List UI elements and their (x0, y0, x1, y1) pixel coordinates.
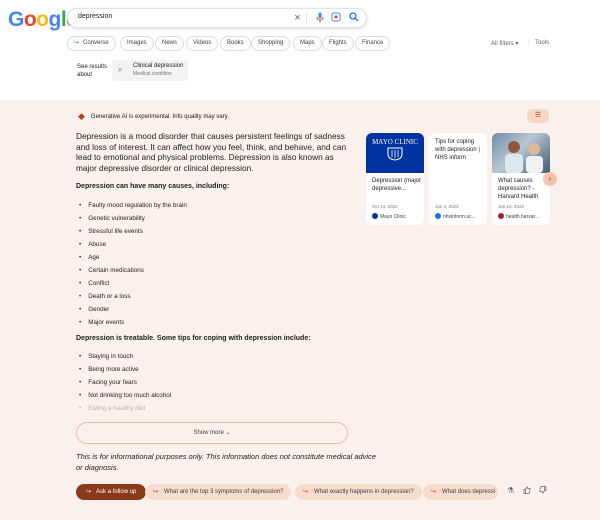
causes-heading: Depression can have many causes, including: (76, 183, 230, 190)
causes-list (79, 199, 187, 329)
search-header (0, 0, 600, 100)
card-source (498, 213, 539, 220)
card-source-name: nhsinform.sc... (443, 214, 476, 220)
logo-letter: G (8, 8, 24, 31)
search-icon: ⌕ (118, 65, 123, 74)
ai-summary-text: Depression is a mood disorder that causes persistent feelings of sadness and loss of interest. It can affect how you feel, think, and behave, and can lead to emotional and physical problems. Depression is also known as major depressive disorder or clinical depression. (76, 131, 347, 173)
search-input[interactable]: depression (78, 13, 113, 20)
all-filters-label: All filters (491, 41, 514, 47)
search-box[interactable] (67, 8, 367, 28)
logo-letter: l (60, 8, 67, 31)
list-item: • Faulty mood regulation by the brain (79, 199, 187, 212)
layout-icon: ☰ (534, 112, 542, 119)
mayo-clinic-logo-text: MAYO CLINIC (372, 138, 418, 146)
ai-notice-text: Generative AI is experimental. Info quality may vary. (90, 114, 229, 120)
card-source (435, 213, 476, 220)
ask-follow-up-label: Ask a follow up (96, 489, 137, 495)
chevron-down-icon: ▾ (515, 41, 519, 47)
card-date: Jan 10, 2022 (498, 204, 525, 209)
filters-divider: | (528, 40, 530, 46)
source-card-harvard[interactable] (492, 133, 550, 225)
layout-toggle-button[interactable] (527, 109, 549, 123)
logo-letter: g (48, 8, 61, 31)
converse-arrow-icon: ↪ (431, 489, 437, 495)
lab-flask-icon[interactable]: ⚗ (507, 486, 515, 495)
suggestion-label: What exactly happens in depression? (314, 489, 414, 495)
card-date: Jan 4, 2023 (435, 204, 459, 209)
chevron-down-icon: ⌄ (225, 430, 231, 436)
suggestion-label: What are the top 3 symptoms of depression? (164, 489, 284, 495)
suggestion-chip[interactable] (145, 484, 291, 500)
list-item: • Death or a loss (79, 290, 187, 303)
suggestion-label: What does depressi (442, 489, 496, 495)
suggestion-chip[interactable] (423, 484, 498, 500)
clear-icon[interactable]: × (294, 12, 301, 24)
microphone-icon[interactable] (313, 12, 326, 25)
source-card-mayo[interactable] (366, 133, 424, 225)
see-results-label: See results about (77, 64, 108, 78)
tips-heading: Depression is treatable. Some tips for coping with depression include: (76, 335, 311, 342)
tips-list (79, 350, 171, 415)
list-item: • Abuse (79, 238, 187, 251)
card-source (372, 213, 406, 220)
list-item: • Eating a healthy diet (79, 402, 171, 415)
entity-subtitle: Medical condition (133, 71, 172, 77)
chevron-right-icon[interactable]: › (543, 172, 557, 186)
site-favicon (372, 213, 378, 219)
entity-chip-clinical-depression[interactable] (112, 60, 188, 81)
converse-arrow-icon: ↪ (153, 489, 159, 495)
list-item: • Not drinking too much alcohol (79, 389, 171, 402)
search-divider (306, 13, 307, 24)
list-item: • Age (79, 251, 187, 264)
chip-finance[interactable]: Finance (355, 36, 390, 51)
site-favicon (498, 213, 504, 219)
disclaimer-text: This is for informational purposes only. This information does not constitute medical advice or diagnosis. (76, 452, 377, 472)
card-title: What causes depression? - Harvard Health (498, 178, 539, 200)
ai-notice (78, 111, 229, 122)
card-source-name: health.harvar... (506, 214, 540, 220)
chip-books[interactable]: Books (220, 36, 251, 51)
converse-arrow-icon: ↪ (74, 40, 80, 46)
chip-shopping[interactable]: Shopping (251, 36, 290, 51)
tools-button[interactable]: Tools (535, 40, 550, 46)
doctor-patient-photo (492, 133, 550, 173)
shield-icon (386, 147, 404, 161)
list-item: • Conflict (79, 277, 187, 290)
chip-converse[interactable] (67, 36, 116, 51)
ask-follow-up-button[interactable] (76, 484, 146, 500)
thumbs-down-icon[interactable] (539, 486, 547, 496)
chip-label: Converse (83, 40, 109, 46)
show-more-button[interactable] (76, 422, 348, 444)
ai-overview-panel (0, 100, 600, 520)
list-item: • Genetic vulnerability (79, 212, 187, 225)
card-title: Tips for coping with depression | NHS inform (435, 139, 480, 161)
list-item: • Staying in touch (79, 350, 171, 363)
list-item: • Gender (79, 303, 187, 316)
chip-maps[interactable]: Maps (293, 36, 322, 51)
list-item: • Facing your fears (79, 376, 171, 389)
card-source-name: Mayo Clinic (380, 214, 406, 220)
logo-letter: o (23, 8, 37, 31)
chip-images[interactable]: Images (120, 36, 154, 51)
list-item: • Certain medications (79, 264, 187, 277)
show-more-label: Show more (193, 430, 224, 436)
chip-news[interactable]: News (155, 36, 184, 51)
logo-letter: o (36, 8, 49, 31)
source-cards (366, 133, 551, 225)
card-date: Oct 14, 2022 (372, 204, 398, 209)
list-item: • Being more active (79, 363, 171, 376)
lens-icon[interactable] (329, 12, 342, 25)
converse-arrow-icon: ↪ (86, 489, 92, 495)
list-item: • Stressful life events (79, 225, 187, 238)
site-favicon (435, 213, 441, 219)
card-title: Depression (major depressive... (372, 178, 422, 192)
chip-flights[interactable]: Flights (322, 36, 354, 51)
converse-arrow-icon: ↪ (303, 489, 309, 495)
sparkle-icon: ◆ (78, 111, 85, 121)
all-filters-button[interactable] (491, 40, 518, 47)
list-item: • Major events (79, 316, 187, 329)
search-icon[interactable] (347, 12, 360, 25)
mayo-clinic-logo (366, 133, 424, 173)
thumbs-up-icon[interactable] (523, 486, 531, 496)
suggestion-chip[interactable] (295, 484, 422, 500)
entity-title: Clinical depression (133, 63, 184, 69)
chip-videos[interactable]: Videos (186, 36, 218, 51)
source-card-nhs[interactable] (429, 133, 487, 225)
